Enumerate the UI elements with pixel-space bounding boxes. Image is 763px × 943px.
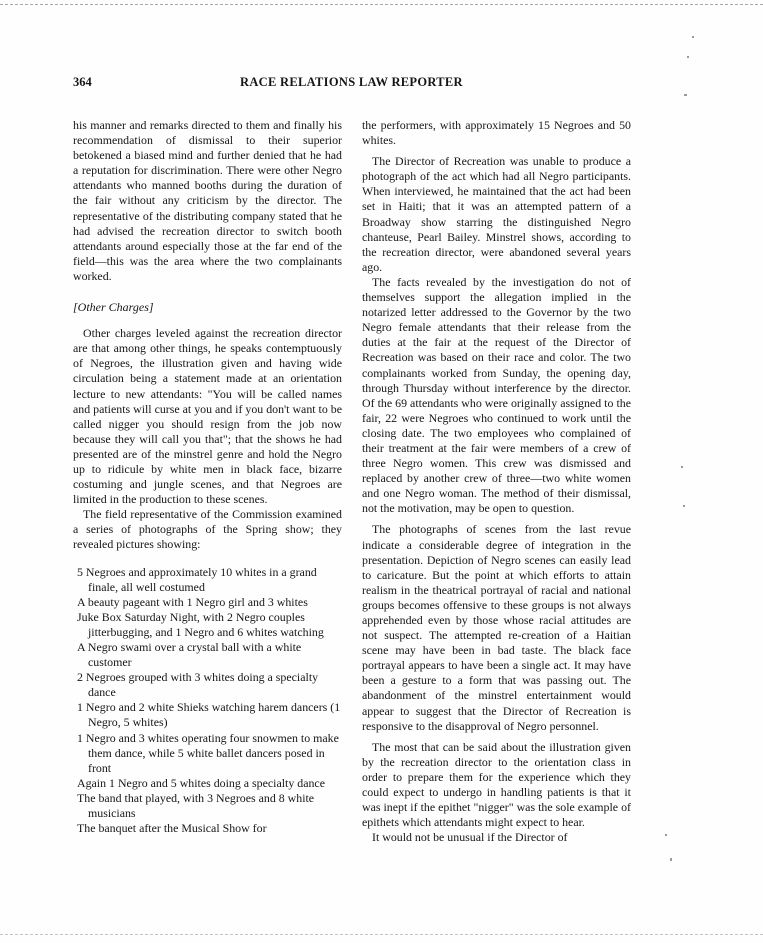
page-header [73,75,633,91]
body-paragraph: the performers, with approximately 15 Negroes and 50 whites. [362,118,631,148]
body-paragraph: The field representative of the Commission examined a series of photographs of the Spring show; they revealed pictures showing: [73,507,342,552]
scan-speck [670,858,672,861]
body-paragraph: The Director of Recreation was unable to produce a photograph of the act which had all Negro participants. When interviewed, he maintained that the act had been set in Haiti; that it was an attempted pattern of a Broadway show starring the distinguished Negro chanteuse, Pearl Bailey. Minstrel shows, according to the recreation director, were abandoned several years ago. [362,154,631,274]
body-paragraph: The photographs of scenes from the last revue indicate a considerable degree of integration in the presentation. Depiction of Negro scenes can easily lead to caricature. But the point at which efforts to attain realism in the theatrical portrayal of racial and national groups becomes offensive to these groups is not always apprehended even by those whose racial attitudes are not suspect. The attempted re-creation of a Haitian scene may have been in bad taste. The black face portrayal appears to have been a single act. It may have been a gesture to a form that was passing out. The abandonment of the minstrel entertainment would appear to suggest that the Director of Recreation is responsive to the disapproval of Negro personnel. [362,522,631,733]
running-head: RACE RELATIONS LAW REPORTER [240,75,463,89]
photo-list-item: 1 Negro and 3 whites operating four snowmen to make them dance, while 5 white ballet dancers posed in front [77,730,339,775]
left-column [73,118,342,836]
photo-list-item: The band that played, with 3 Negroes and 8 white musicians [77,790,315,821]
photo-list [73,565,342,837]
photo-list-item: Again 1 Negro and 5 whites doing a specialty dance [77,775,325,790]
scan-speck [683,505,685,507]
scan-speck [687,56,689,58]
body-paragraph: his manner and remarks directed to them and finally his recommendation of dismissal to their superior betokened a biased mind and further denied that he had a reputation for discrimination. There were other Negro attendants who manned booths during the duration of the fair without any criticism by the director. The representative of the distributing company stated that he had advised the recreation director to switch booth attendants around especially those at the far end of the field—this was the area where the two complainants worked. [73,118,342,283]
scan-edge-bottom [0,934,763,935]
page-number: 364 [73,75,92,89]
scan-speck [684,94,687,96]
photo-list-item: Juke Box Saturday Night, with 2 Negro couples jitterbugging, and 1 Negro and 6 whites watching [77,609,324,639]
scan-edge-top [0,4,763,5]
scan-speck [692,36,694,38]
body-paragraph: The most that can be said about the illustration given by the recreation director to the orientation class in order to prepare them for the experience which they could expect to undergo in handling patients is that it was inept if the epithet "nigger" was the sole example of epithets which attendants might expect to hear. [362,739,631,830]
photo-list-item: 5 Negroes and approximately 10 whites in a grand finale, all well costumed [77,564,317,594]
left-body-paragraphs [73,326,342,552]
left-intro-paragraphs [73,118,342,284]
section-heading: [Other Charges] [73,300,154,315]
photo-list-item: A Negro swami over a crystal ball with a white customer [77,640,302,670]
body-paragraph: It would not be unusual if the Director of [372,830,568,845]
scan-speck [665,834,667,836]
right-column [362,118,631,845]
photo-list-item: The banquet after the Musical Show for [77,821,267,836]
scan-speck [681,466,683,468]
photo-list-item: A beauty pageant with 1 Negro girl and 3 whites [77,594,308,609]
photo-list-item: 2 Negroes grouped with 3 whites doing a specialty dance [77,670,319,700]
body-paragraph: Other charges leveled against the recreation director are that among other things, he speaks contemptuously of Negroes, the illustration given and having wide circulation being a statement made at an orientation lecture to new attendants: "You will be called names and patients will curse at you and if you don't want to be called nigger you should resign from the job now because they will call you that"; that the shows he had presented are of the minstrel genre and hold the Negro up to ridicule by white men in black face, bizarre costuming and jungle scenes, and that Negroes are limited in the production to these scenes. [73,326,342,507]
photo-list-item: 1 Negro and 2 white Shieks watching harem dancers (1 Negro, 5 whites) [77,700,341,730]
body-paragraph: The facts revealed by the investigation do not of themselves support the allegation implied in the notarized letter addressed to the Governor by the two Negro female attendants that their release from the duties at the fair at the request of the Director of Recreation was based on their race and color. The two complainants worked from Sunday, the opening day, through Thursday without interference by the director. Of the 69 attendants who were originally assigned to the fair, 22 were Negroes who continued to work until the closing date. The two employees who complained of their treatment at the fair were members of a crew of three Negro women. This crew was dismissed and replaced by another crew of three—two white women and one Negro woman. The method of their dismissal, not the motivation, may be open to question. [362,274,631,516]
